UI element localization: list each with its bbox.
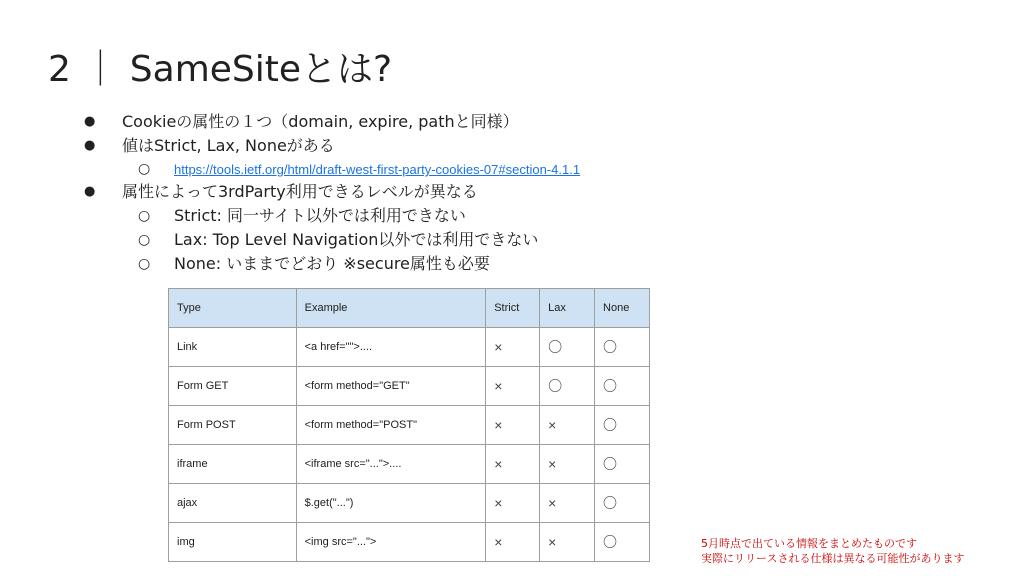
cell-type: Link — [169, 328, 297, 367]
bullet-circle-icon: ○ — [138, 208, 151, 224]
table-row — [169, 406, 650, 445]
bullet-text: Cookieの属性の１つ（domain, expire, pathと同様） — [122, 112, 519, 131]
bullet-dot-icon: ● — [84, 114, 96, 129]
table-row — [169, 328, 650, 367]
cell-none: 〇 — [595, 445, 650, 484]
cell-example: $.get("...") — [296, 484, 486, 523]
bullet-circle-icon: ○ — [138, 232, 151, 248]
table-row — [169, 523, 650, 562]
col-header-strict: Strict — [486, 289, 540, 328]
sub-bullet-text: Lax: Top Level Navigation以外では利用できない — [174, 230, 539, 249]
cell-example: <img src="..."> — [296, 523, 486, 562]
cell-type: iframe — [169, 445, 297, 484]
bullet-circle-icon: ○ — [138, 256, 151, 272]
cell-example: <iframe src="...">.... — [296, 445, 486, 484]
sub-bullet-item — [80, 228, 960, 252]
bullet-list — [80, 110, 960, 276]
slide-title: 2 ｜ SameSiteとは? — [48, 49, 393, 90]
cell-strict: × — [486, 445, 540, 484]
col-header-lax: Lax — [540, 289, 595, 328]
bullet-item — [80, 180, 960, 204]
note-line: 実際にリリースされる仕様は異なる可能性があります — [701, 552, 965, 565]
cell-strict: × — [486, 484, 540, 523]
cell-lax: 〇 — [540, 328, 595, 367]
cell-lax: × — [540, 523, 595, 562]
cell-type: Form GET — [169, 367, 297, 406]
bullet-item — [80, 134, 960, 158]
note-line: 5月時点で出ている情報をまとめたものです — [701, 537, 917, 550]
bullet-dot-icon: ● — [84, 138, 96, 153]
sub-bullet-text: Strict: 同一サイト以外では利用できない — [174, 206, 466, 225]
cell-strict: × — [486, 406, 540, 445]
cell-none: 〇 — [595, 328, 650, 367]
cell-lax: × — [540, 484, 595, 523]
bullet-text: 値はStrict, Lax, Noneがある — [122, 136, 335, 155]
cell-lax: 〇 — [540, 367, 595, 406]
col-header-example: Example — [296, 289, 486, 328]
bullet-item — [80, 110, 960, 134]
disclaimer-note — [701, 536, 964, 566]
cell-none: 〇 — [595, 367, 650, 406]
cell-none: 〇 — [595, 406, 650, 445]
spec-link[interactable]: https://tools.ietf.org/html/draft-west-first-party-cookies-07#section-4.1.1 — [174, 162, 581, 177]
bullet-dot-icon: ● — [84, 184, 96, 199]
col-header-none: None — [595, 289, 650, 328]
table-row — [169, 367, 650, 406]
col-header-type: Type — [169, 289, 297, 328]
cell-type: img — [169, 523, 297, 562]
cell-example: <a href="">.... — [296, 328, 486, 367]
cell-none: 〇 — [595, 523, 650, 562]
cell-example: <form method="GET" — [296, 367, 486, 406]
bullet-text: 属性によって3rdParty利用できるレベルが異なる — [122, 182, 478, 201]
cell-lax: × — [540, 445, 595, 484]
sub-bullet-text: None: いままでどおり ※secure属性も必要 — [174, 254, 490, 273]
cell-lax: × — [540, 406, 595, 445]
table-row — [169, 445, 650, 484]
cell-example: <form method="POST" — [296, 406, 486, 445]
sub-bullet-item — [80, 158, 960, 180]
table-header-row — [169, 289, 650, 328]
cell-type: Form POST — [169, 406, 297, 445]
bullet-circle-icon: ○ — [138, 161, 151, 177]
cell-none: 〇 — [595, 484, 650, 523]
table-row — [169, 484, 650, 523]
sub-bullet-item — [80, 204, 960, 228]
cell-strict: × — [486, 328, 540, 367]
samesite-table — [168, 288, 650, 562]
sub-bullet-item — [80, 252, 960, 276]
cell-strict: × — [486, 523, 540, 562]
cell-type: ajax — [169, 484, 297, 523]
cell-strict: × — [486, 367, 540, 406]
